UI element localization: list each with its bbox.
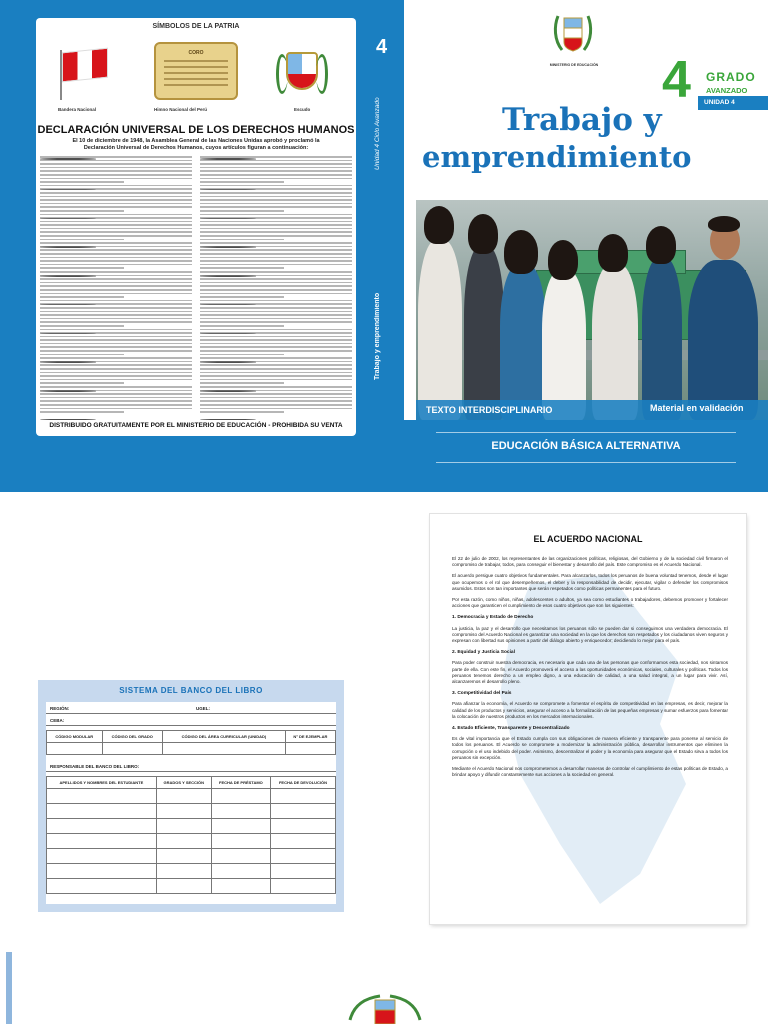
- fine-print-line: [200, 325, 284, 327]
- loans-header-row: [47, 777, 336, 789]
- objective-3-heading: 3. Competitividad del País: [452, 691, 512, 697]
- coat-of-arms-icon: [274, 44, 330, 104]
- fine-print-line: [200, 217, 352, 219]
- fine-print-line: [200, 214, 352, 216]
- loans-table: [46, 776, 336, 894]
- fine-print-line: [200, 206, 352, 208]
- fine-print-line: [200, 285, 352, 287]
- fine-print-line: [40, 221, 192, 223]
- fine-print-line: [40, 311, 192, 313]
- header-copy-number: N° DE EJEMPLAR: [285, 731, 335, 743]
- objective-3-text: Para afianzar la economía, el Acuerdo se compromete a fomentar el espíritu de competitividad en las empresas, es decir, mejorar la calidad de los productos y servicios, asegurar el acceso a la formalización de las pequeñas empresas y sumar esfuerzos para fomentar la colocación de nuestros productos en los mercados internacionales.: [452, 701, 728, 719]
- ceba-row: [46, 714, 336, 726]
- fine-print-line: [40, 192, 192, 194]
- spine-title: Trabajo y emprendimiento: [374, 292, 381, 380]
- table-row[interactable]: [47, 849, 336, 864]
- fine-print-line: [200, 408, 352, 410]
- fine-print-line: [200, 249, 352, 251]
- fine-print-line: [40, 210, 124, 212]
- fine-print-line: [200, 382, 284, 384]
- fine-print-line: [40, 393, 192, 395]
- objective-1-text: La justicia, la paz y el desarrollo que necesitamos los peruanos sólo se pueden dar si conseguimos una verdadera democracia. El compromiso del Acuerdo Nacional es garantizar una sociedad en la que los derechos son respetados y los ciudadanos viven seguros y expresan con libertad sus opiniones a partir del diálogo abierto y enriquecedor; decidiendo lo mejor para el país.: [452, 625, 728, 644]
- fine-print-line: [40, 167, 192, 169]
- fine-print-line: [200, 163, 352, 165]
- fine-print-line: [200, 368, 352, 370]
- program-label: EDUCACIÓN BÁSICA ALTERNATIVA: [491, 440, 681, 452]
- agreement-paragraph-2: El acuerdo persigue cuatro objetivos fundamentales. Para alcanzarlos, todos los peruanos de buena voluntad tenemos, desde el lugar que ocupemos o el rol que desempeñemos, el deber y la responsabilidad de decidir, ejecutar, vigilar o defender los compromisos asumidos. Estos son tan importantes que serán respetados como políticas permanentes para el futuro.: [452, 573, 728, 591]
- fine-print-line: [40, 231, 192, 233]
- header-modular-code: CÓDIGO MODULAR: [47, 731, 103, 743]
- peru-flag-icon: [60, 50, 108, 86]
- ministry-crest-icon: [552, 12, 594, 56]
- fine-print-line: [40, 246, 192, 248]
- fine-print-line: [40, 361, 192, 363]
- unit-badge: UNIDAD 4: [698, 96, 768, 110]
- fine-print-line: [200, 379, 352, 381]
- fine-print-line: [200, 303, 352, 305]
- book-spine: [368, 0, 404, 492]
- bottom-crest-icon: [340, 990, 430, 1024]
- fine-print-line: [40, 346, 192, 348]
- fine-print-line: [40, 379, 192, 381]
- agreement-title: EL ACUERDO NACIONAL: [533, 534, 643, 544]
- fine-print-line: [200, 267, 284, 269]
- fine-print-line: [200, 246, 352, 248]
- fine-print-line: [200, 160, 352, 162]
- fine-print-line: [200, 257, 352, 259]
- fine-print-line: [40, 160, 192, 162]
- fine-print-line: [40, 275, 192, 277]
- fine-print-line: [200, 181, 284, 183]
- fine-print-line: [40, 174, 192, 176]
- fine-print-line: [40, 217, 192, 219]
- fine-print-line: [40, 228, 192, 230]
- fine-print-line: [200, 228, 352, 230]
- header-grade-code: CÓDIGO DEL GRADO: [102, 731, 163, 743]
- anthem-chorus: CORO: [188, 50, 204, 56]
- header-return-date: FECHA DE DEVOLUCIÓN: [271, 777, 336, 789]
- fine-print-line: [40, 199, 192, 201]
- fine-print-line: [200, 242, 352, 244]
- fine-print-line: [40, 242, 192, 244]
- fine-print-line: [40, 400, 192, 402]
- fine-print-line: [200, 174, 352, 176]
- fine-print-line: [200, 321, 352, 323]
- flag-caption: Bandera Nacional: [58, 107, 97, 112]
- fine-print-line: [200, 364, 352, 366]
- agreement-closing: Mediante el Acuerdo Nacional nos comprometemos a desarrollar maneras de controlar el cumplimiento de estas políticas de Estado, a brindar apoyo y difundir constantemente sus acciones a la sociedad en general.: [452, 766, 728, 778]
- fine-print-line: [40, 178, 192, 180]
- interdisciplinary-label: TEXTO INTERDISCIPLINARIO: [426, 405, 553, 415]
- fine-print-line: [200, 167, 352, 169]
- fine-print-line: [200, 300, 352, 302]
- articles-column-left: [40, 154, 192, 414]
- fine-print-line: [200, 178, 352, 180]
- table-row[interactable]: [47, 834, 336, 849]
- fine-print-line: [200, 282, 352, 284]
- fine-print-line: [40, 329, 192, 331]
- fine-print-line: [40, 282, 192, 284]
- fine-print-line: [200, 393, 352, 395]
- fine-print-line: [40, 296, 124, 298]
- fine-print-line: [40, 314, 192, 316]
- agreement-intro: El 22 de julio de 2002, los representantes de las organizaciones políticas, religiosas, del Gobierno y de la sociedad civil firmaron el compromiso de trabajar, todos, para conseguir el bienestar y desarrollo del país. Este compromiso es el Acuerdo Nacional.: [452, 556, 728, 568]
- fine-print-line: [200, 296, 284, 298]
- fine-print-line: [40, 214, 192, 216]
- fine-print-line: [200, 188, 352, 190]
- ministry-label: MINISTERIO DE EDUCACIÓN: [549, 63, 599, 67]
- symbols-title: SÍMBOLOS DE LA PATRIA: [152, 23, 240, 30]
- ceba-label: CEBA:: [50, 718, 65, 723]
- articles-column-right: [200, 154, 352, 414]
- fine-print-line: [200, 239, 284, 241]
- fine-print-line: [40, 303, 192, 305]
- fine-print-line: [200, 224, 352, 226]
- fine-print-line: [40, 354, 124, 356]
- program-rule-bottom: [436, 462, 736, 463]
- fine-print-line: [40, 357, 192, 359]
- responsible-label: RESPONSABLE DEL BANCO DEL LIBRO:: [50, 764, 140, 769]
- declaration-subtitle: El 10 de diciembre de 1948, la Asamblea General de las Naciones Unidas aprobó y proclamó la Declaración Universal de Derechos Humanos, cuyos artículos figuran a continuación:: [72, 138, 320, 151]
- fine-print-line: [200, 196, 352, 198]
- objective-2-text: Para poder construir nuestra democracia, es necesario que cada una de las personas que conformamos esta sociedad, nos sintamos parte de ella. Con este fin, el Acuerdo promoverá el acceso a las oportunidades económicas, sociales, culturales y políticas. Todos los peruanos tenemos derecho a un empleo digno, a una educación de calidad, a una salud integral, a un lugar para vivir. Así, alcanzaremos el desarrollo pleno.: [452, 660, 728, 685]
- fine-print-line: [40, 271, 192, 273]
- national-anthem-scroll: [154, 42, 238, 100]
- fine-print-line: [200, 278, 352, 280]
- fine-print-line: [40, 325, 124, 327]
- fine-print-line: [40, 267, 124, 269]
- national-agreement-page: [430, 514, 746, 924]
- fine-print-line: [200, 185, 352, 187]
- fine-print-line: [200, 386, 352, 388]
- fine-print-line: [200, 339, 352, 341]
- fine-print-line: [40, 188, 192, 190]
- fine-print-line: [40, 285, 192, 287]
- codes-header-row: [47, 731, 336, 743]
- fine-print-line: [200, 318, 352, 320]
- fine-print-line: [40, 264, 192, 266]
- front-cover: [404, 0, 768, 492]
- objective-2-heading: 2. Equidad y Justicia Social: [452, 650, 515, 656]
- fine-print-line: [200, 293, 352, 295]
- fine-print-line: [40, 386, 192, 388]
- responsible-row: [46, 760, 336, 772]
- ugel-label: UGEL:: [196, 706, 210, 711]
- fine-print-line: [40, 253, 192, 255]
- fine-print-line: [40, 185, 192, 187]
- fine-print-line: [200, 231, 352, 233]
- fine-print-line: [40, 307, 192, 309]
- header-area-code: CÓDIGO DEL ÁREA CURRICULAR (UNIDAD): [163, 731, 286, 743]
- fine-print-line: [40, 339, 192, 341]
- fine-print-line: [200, 253, 352, 255]
- program-rule-top: [436, 432, 736, 433]
- region-label: REGIÓN:: [50, 706, 70, 711]
- book-title-line2: emprendimiento: [422, 140, 692, 174]
- book-bank-form: [46, 702, 336, 904]
- header-grade-section: GRADOS Y SECCIÓN: [156, 777, 211, 789]
- table-row[interactable]: [47, 819, 336, 834]
- fine-print-line: [200, 357, 352, 359]
- table-row[interactable]: [47, 864, 336, 879]
- fine-print-line: [200, 411, 284, 413]
- fine-print-line: [200, 404, 352, 406]
- fine-print-line: [200, 203, 352, 205]
- fine-print-line: [40, 321, 192, 323]
- fine-print-line: [200, 361, 352, 363]
- book-bank-sheet: [38, 680, 344, 912]
- fine-print-line: [40, 300, 192, 302]
- fine-print-line: [40, 382, 124, 384]
- fine-print-line: [40, 156, 192, 158]
- fine-print-line: [200, 354, 284, 356]
- fine-print-line: [200, 350, 352, 352]
- fine-print-line: [200, 192, 352, 194]
- shield-caption: Escudo: [294, 107, 311, 112]
- fine-print-line: [40, 206, 192, 208]
- fine-print-line: [200, 275, 352, 277]
- fine-print-line: [200, 307, 352, 309]
- fine-print-line: [40, 404, 192, 406]
- book-cover-spread: [0, 0, 768, 492]
- spine-number: 4: [376, 36, 388, 58]
- objective-4-text: Es de vital importancia que el Estado cumpla con sus obligaciones de manera eficiente y transparente para ponerse al servicio de todos los peruanos. El Acuerdo se compromete a modernizar la administración pública, desarrollar instrumentos que eliminen la corrupción o el uso indebido del poder. Asimismo, descentralizar el poder y la economía para asegurar que el Estado sirva a todos los peruanos sin excepción.: [452, 736, 728, 760]
- fine-print-line: [200, 156, 352, 158]
- header-student-name: APELLIDOS Y NOMBRES DEL ESTUDIANTE: [47, 777, 157, 789]
- fine-print-line: [200, 372, 352, 374]
- fine-print-line: [200, 400, 352, 402]
- agreement-paragraph-3: Por esta razón, como niños, niñas, adolescentes o adultos, ya sea como estudiantes o trabajadores, debemos promover y fortalecer acciones que garanticen el cumplimiento de esos cuatro objetivos que son los siguientes:: [452, 597, 728, 609]
- distribution-footer: DISTRIBUIDO GRATUITAMENTE POR EL MINISTERIO DE EDUCACIÓN - PROHIBIDA SU VENTA: [49, 422, 343, 429]
- fine-print-line: [40, 203, 192, 205]
- fine-print-line: [40, 181, 124, 183]
- fine-print-line: [40, 332, 192, 334]
- spine-level: Unidad 4 Ciclo Avanzado: [374, 97, 381, 170]
- fine-print-line: [40, 364, 192, 366]
- workshop-photo: [416, 200, 768, 420]
- fine-print-line: [40, 235, 192, 237]
- fine-print-line: [200, 289, 352, 291]
- anthem-caption: Himno Nacional del Perú: [154, 107, 208, 112]
- fine-print-line: [40, 163, 192, 165]
- photo-caption-strip: [416, 400, 768, 420]
- fine-print-line: [200, 221, 352, 223]
- page-edge-bar: [6, 952, 12, 1024]
- fine-print-line: [200, 260, 352, 262]
- fine-print-line: [200, 346, 352, 348]
- fine-print-line: [200, 343, 352, 345]
- fine-print-line: [40, 170, 192, 172]
- fine-print-line: [40, 260, 192, 262]
- fine-print-line: [40, 343, 192, 345]
- declaration-title: DECLARACIÓN UNIVERSAL DE LOS DERECHOS HUMANOS: [37, 124, 355, 136]
- fine-print-line: [200, 329, 352, 331]
- fine-print-line: [200, 311, 352, 313]
- fine-print-line: [40, 408, 192, 410]
- fine-print-line: [40, 411, 124, 413]
- codes-input-row[interactable]: [47, 743, 336, 755]
- fine-print-line: [40, 257, 192, 259]
- validation-label: Material en validación: [650, 403, 744, 413]
- fine-print-line: [40, 350, 192, 352]
- fine-print-line: [200, 314, 352, 316]
- objective-1-heading: 1. Democracia y Estado de Derecho: [452, 615, 534, 621]
- fine-print-line: [40, 249, 192, 251]
- grade-level: AVANZADO: [706, 86, 748, 95]
- fine-print-line: [200, 199, 352, 201]
- objective-4-heading: 4. Estado Eficiente, Transparente y Descentralizado: [452, 726, 570, 732]
- declaration-articles: [40, 154, 352, 414]
- table-row[interactable]: [47, 789, 336, 804]
- table-row[interactable]: [47, 879, 336, 894]
- fine-print-line: [40, 390, 192, 392]
- fine-print-line: [200, 271, 352, 273]
- fine-print-line: [200, 336, 352, 338]
- header-loan-date: FECHA DE PRÉSTAMO: [211, 777, 270, 789]
- fine-print-line: [40, 239, 124, 241]
- back-cover-panel: [36, 18, 356, 436]
- fine-print-line: [200, 397, 352, 399]
- fine-print-line: [40, 289, 192, 291]
- fine-print-line: [200, 375, 352, 377]
- grade-number: 4: [662, 51, 691, 109]
- fine-print-line: [40, 397, 192, 399]
- region-row: [46, 702, 336, 714]
- book-title-line1: Trabajo y: [502, 102, 662, 138]
- fine-print-line: [200, 210, 284, 212]
- fine-print-line: [200, 235, 352, 237]
- agreement-body: [452, 556, 728, 783]
- codes-table: [46, 730, 336, 755]
- fine-print-line: [40, 224, 192, 226]
- fine-print-line: [40, 293, 192, 295]
- book-bank-title: SISTEMA DEL BANCO DEL LIBRO: [119, 686, 263, 695]
- fine-print-line: [200, 170, 352, 172]
- fine-print-line: [40, 368, 192, 370]
- grade-word: GRADO: [706, 70, 756, 84]
- fine-print-line: [40, 375, 192, 377]
- fine-print-line: [40, 278, 192, 280]
- table-row[interactable]: [47, 804, 336, 819]
- fine-print-line: [200, 264, 352, 266]
- fine-print-line: [200, 332, 352, 334]
- fine-print-line: [40, 336, 192, 338]
- fine-print-line: [40, 196, 192, 198]
- fine-print-line: [40, 318, 192, 320]
- fine-print-line: [200, 390, 352, 392]
- fine-print-line: [40, 372, 192, 374]
